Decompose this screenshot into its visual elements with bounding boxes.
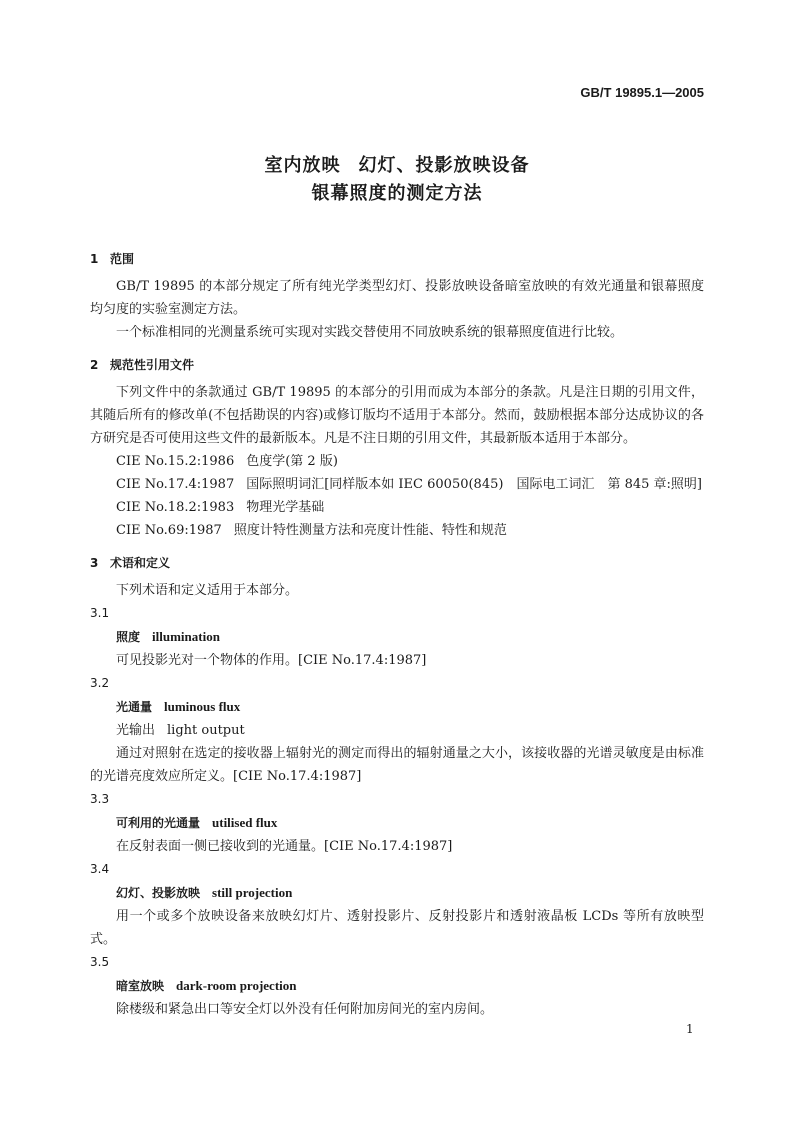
reference-title: 物理光学基础 bbox=[246, 500, 325, 515]
reference-item bbox=[90, 519, 704, 542]
document-body bbox=[90, 248, 704, 1021]
page-number: 1 bbox=[686, 1022, 694, 1036]
reference-title: 照度计特性测量方法和亮度计性能、特性和规范 bbox=[233, 523, 507, 538]
reference-code: CIE No.15.2:1986 bbox=[116, 454, 235, 469]
term-number: 3.3 bbox=[90, 792, 110, 806]
paragraph: GB/T 19895 的本部分规定了所有纯光学类型幻灯、投影放映设备暗室放映的有效光通量和银幕照度均匀度的实验室测定方法。 bbox=[90, 279, 704, 317]
term-en: dark-room projection bbox=[176, 978, 297, 993]
term-en: luminous flux bbox=[164, 699, 241, 714]
term-heading bbox=[90, 974, 704, 998]
term-heading bbox=[90, 625, 704, 649]
section-title: 术语和定义 bbox=[110, 556, 171, 570]
reference-title: 色度学(第 2 版) bbox=[246, 454, 338, 469]
term-cn: 照度 bbox=[116, 630, 141, 644]
term-definition: 在反射表面一侧已接收到的光通量。[CIE No.17.4:1987] bbox=[116, 839, 453, 854]
document-title bbox=[0, 152, 794, 208]
section-heading-normative-refs bbox=[90, 354, 704, 377]
term-en: illumination bbox=[152, 629, 220, 644]
term-cn: 可利用的光通量 bbox=[116, 816, 201, 830]
section-title: 范围 bbox=[110, 252, 135, 266]
term-number: 3.1 bbox=[90, 606, 110, 620]
synonym-cn: 光输出 bbox=[116, 723, 156, 738]
title-part-1: 室内放映 bbox=[264, 155, 341, 176]
title-part-2: 幻灯、投影放映设备 bbox=[358, 155, 530, 176]
term-cn: 光通量 bbox=[116, 700, 153, 714]
term-en: utilised flux bbox=[212, 815, 278, 830]
reference-item bbox=[90, 496, 704, 519]
reference-code: CIE No.18.2:1983 bbox=[116, 500, 235, 515]
reference-item bbox=[90, 473, 704, 496]
term-number: 3.4 bbox=[90, 862, 110, 876]
term-synonym bbox=[90, 719, 704, 742]
section-number: 2 bbox=[90, 358, 99, 372]
section-number: 1 bbox=[90, 252, 99, 266]
term-heading bbox=[90, 881, 704, 905]
term-definition: 可见投影光对一个物体的作用。[CIE No.17.4:1987] bbox=[116, 653, 427, 668]
term-heading bbox=[90, 811, 704, 835]
term-heading bbox=[90, 695, 704, 719]
term-en: still projection bbox=[212, 885, 293, 900]
reference-item bbox=[90, 450, 704, 473]
section-heading-terms bbox=[90, 552, 704, 575]
term-definition: 用一个或多个放映设备来放映幻灯片、透射投影片、反射投影片和透射液晶板 LCDs 等所有放映型式。 bbox=[90, 909, 704, 947]
section-title: 规范性引用文件 bbox=[110, 358, 195, 372]
reference-code: CIE No.17.4:1987 bbox=[116, 477, 235, 492]
section-heading-scope bbox=[90, 248, 704, 271]
reference-code: CIE No.69:1987 bbox=[116, 523, 222, 538]
section-number: 3 bbox=[90, 556, 99, 570]
reference-title: 国际照明词汇[同样版本如 IEC 60050(845) 国际电工词汇 第 845 章:照明] bbox=[246, 477, 702, 492]
term-definition: 通过对照射在选定的接收器上辐射光的测定而得出的辐射通量之大小，该接收器的光谱灵敏度是由标准的光谱亮度效应所定义。[CIE No.17.4:1987] bbox=[90, 746, 704, 784]
title-line-1 bbox=[0, 152, 794, 180]
paragraph: 一个标准相同的光测量系统可实现对实践交替使用不同放映系统的银幕照度值进行比较。 bbox=[116, 325, 624, 340]
term-definition: 除楼级和紧急出口等安全灯以外没有任何附加房间光的室内房间。 bbox=[116, 1002, 494, 1017]
term-number: 3.2 bbox=[90, 676, 110, 690]
standard-code: GB/T 19895.1—2005 bbox=[580, 85, 704, 100]
paragraph: 下列术语和定义适用于本部分。 bbox=[116, 583, 299, 598]
term-cn: 暗室放映 bbox=[116, 979, 165, 993]
paragraph: 下列文件中的条款通过 GB/T 19895 的本部分的引用而成为本部分的条款。凡是注日期的引用文件，其随后所有的修改单(不包括勘误的内容)或修订版均不适用于本部分。然而，鼓励根据本部分达成协议的各方研究是否可使用这些文件的最新版本。凡是不注日期的引用文件，其最新版本适用于本部分。 bbox=[90, 385, 704, 446]
term-cn: 幻灯、投影放映 bbox=[116, 886, 201, 900]
term-number: 3.5 bbox=[90, 955, 110, 969]
title-line-2: 银幕照度的测定方法 bbox=[311, 183, 483, 204]
synonym-en: light output bbox=[167, 723, 245, 738]
